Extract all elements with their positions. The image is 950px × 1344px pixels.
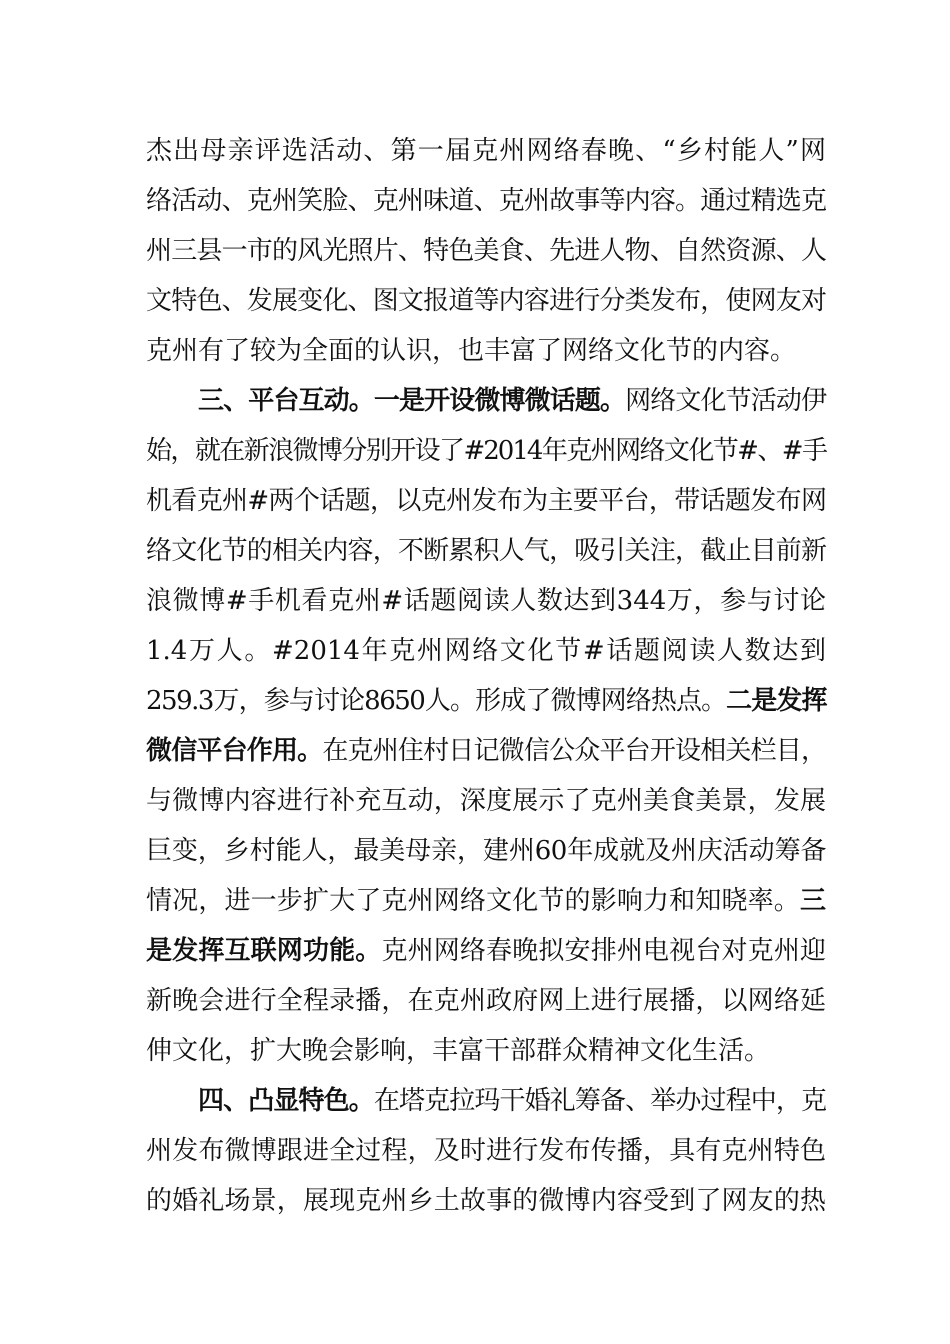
bold-phrase: 微信平台作用。 bbox=[146, 736, 323, 766]
text-line bbox=[146, 633, 826, 669]
text-segment: 克州网络春晚拟安排州电视台对克州迎 bbox=[381, 936, 826, 966]
text-segment: 州三县一市的风光照片、特色美食、先进人物、自然资源、人 bbox=[146, 236, 826, 266]
text-line bbox=[146, 683, 826, 719]
text-segment: 1.4万人。#2014年克州网络文化节#话题阅读人数达到 bbox=[146, 636, 826, 666]
text-segment: 网络文化节活动伊 bbox=[625, 386, 826, 416]
text-segment: 杰出母亲评选活动、第一届克州网络春晚、“乡村能人”网 bbox=[146, 136, 826, 166]
text-line bbox=[146, 833, 826, 869]
bold-phrase: 二是发挥 bbox=[726, 686, 826, 716]
text-line bbox=[146, 983, 826, 1019]
text-segment: 浪微博#手机看克州#话题阅读人数达到344万，参与讨论 bbox=[146, 586, 826, 616]
section-heading-line bbox=[198, 1083, 826, 1119]
text-line bbox=[146, 1133, 826, 1169]
text-segment: 机看克州#两个话题，以克州发布为主要平台，带话题发布网 bbox=[146, 486, 826, 516]
text-line bbox=[146, 133, 826, 169]
text-line bbox=[146, 433, 826, 469]
text-line bbox=[146, 233, 826, 269]
text-line bbox=[146, 583, 826, 619]
text-segment: 在克州住村日记微信公众平台开设相关栏目， bbox=[322, 736, 826, 766]
text-line bbox=[146, 283, 826, 319]
text-segment: 的婚礼场景，展现克州乡土故事的微博内容受到了网友的热 bbox=[146, 1186, 826, 1216]
text-line bbox=[146, 333, 826, 369]
text-segment: 巨变，乡村能人，最美母亲，建州60年成就及州庆活动筹备 bbox=[146, 836, 826, 866]
text-segment: 文特色、发展变化、图文报道等内容进行分类发布，使网友对 bbox=[146, 286, 826, 316]
text-segment: 络文化节的相关内容，不断累积人气，吸引关注，截止目前新 bbox=[146, 536, 826, 566]
text-line bbox=[146, 933, 826, 969]
text-segment: 259.3万，参与讨论8650人。形成了微博网络热点。 bbox=[146, 686, 727, 716]
text-segment: 克州有了较为全面的认识，也丰富了网络文化节的内容。 bbox=[146, 336, 797, 366]
text-line bbox=[146, 883, 826, 919]
text-line bbox=[146, 483, 826, 519]
text-segment: 络活动、克州笑脸、克州味道、克州故事等内容。通过精选克 bbox=[146, 186, 826, 216]
text-line bbox=[146, 783, 826, 819]
section-heading-platform-interaction: 三、平台互动。一是开设微博微话题。 bbox=[198, 386, 626, 416]
text-segment: 州发布微博跟进全过程，及时进行发布传播，具有克州特色 bbox=[146, 1136, 826, 1166]
text-segment: 与微博内容进行补充互动，深度展示了克州美食美景，发展 bbox=[146, 786, 826, 816]
text-line bbox=[146, 733, 826, 769]
text-segment: 新晚会进行全程录播，在克州政府网上进行展播，以网络延 bbox=[146, 986, 826, 1016]
text-segment: 伸文化，扩大晚会影响，丰富干部群众精神文化生活。 bbox=[146, 1036, 771, 1066]
text-line bbox=[146, 183, 826, 219]
text-line bbox=[146, 1033, 826, 1069]
text-line bbox=[146, 533, 826, 569]
bold-phrase: 是发挥互联网功能。 bbox=[146, 936, 382, 966]
text-segment: 始，就在新浪微博分别开设了#2014年克州网络文化节#、#手 bbox=[146, 436, 826, 466]
section-heading-highlight-features: 四、凸显特色。 bbox=[198, 1086, 374, 1116]
section-heading-line bbox=[198, 383, 826, 419]
bold-phrase: 三 bbox=[799, 886, 826, 916]
text-line bbox=[146, 1183, 826, 1219]
text-segment: 情况，进一步扩大了克州网络文化节的影响力和知晓率。 bbox=[146, 886, 800, 916]
text-segment: 在塔克拉玛干婚礼筹备、举办过程中，克 bbox=[373, 1086, 826, 1116]
